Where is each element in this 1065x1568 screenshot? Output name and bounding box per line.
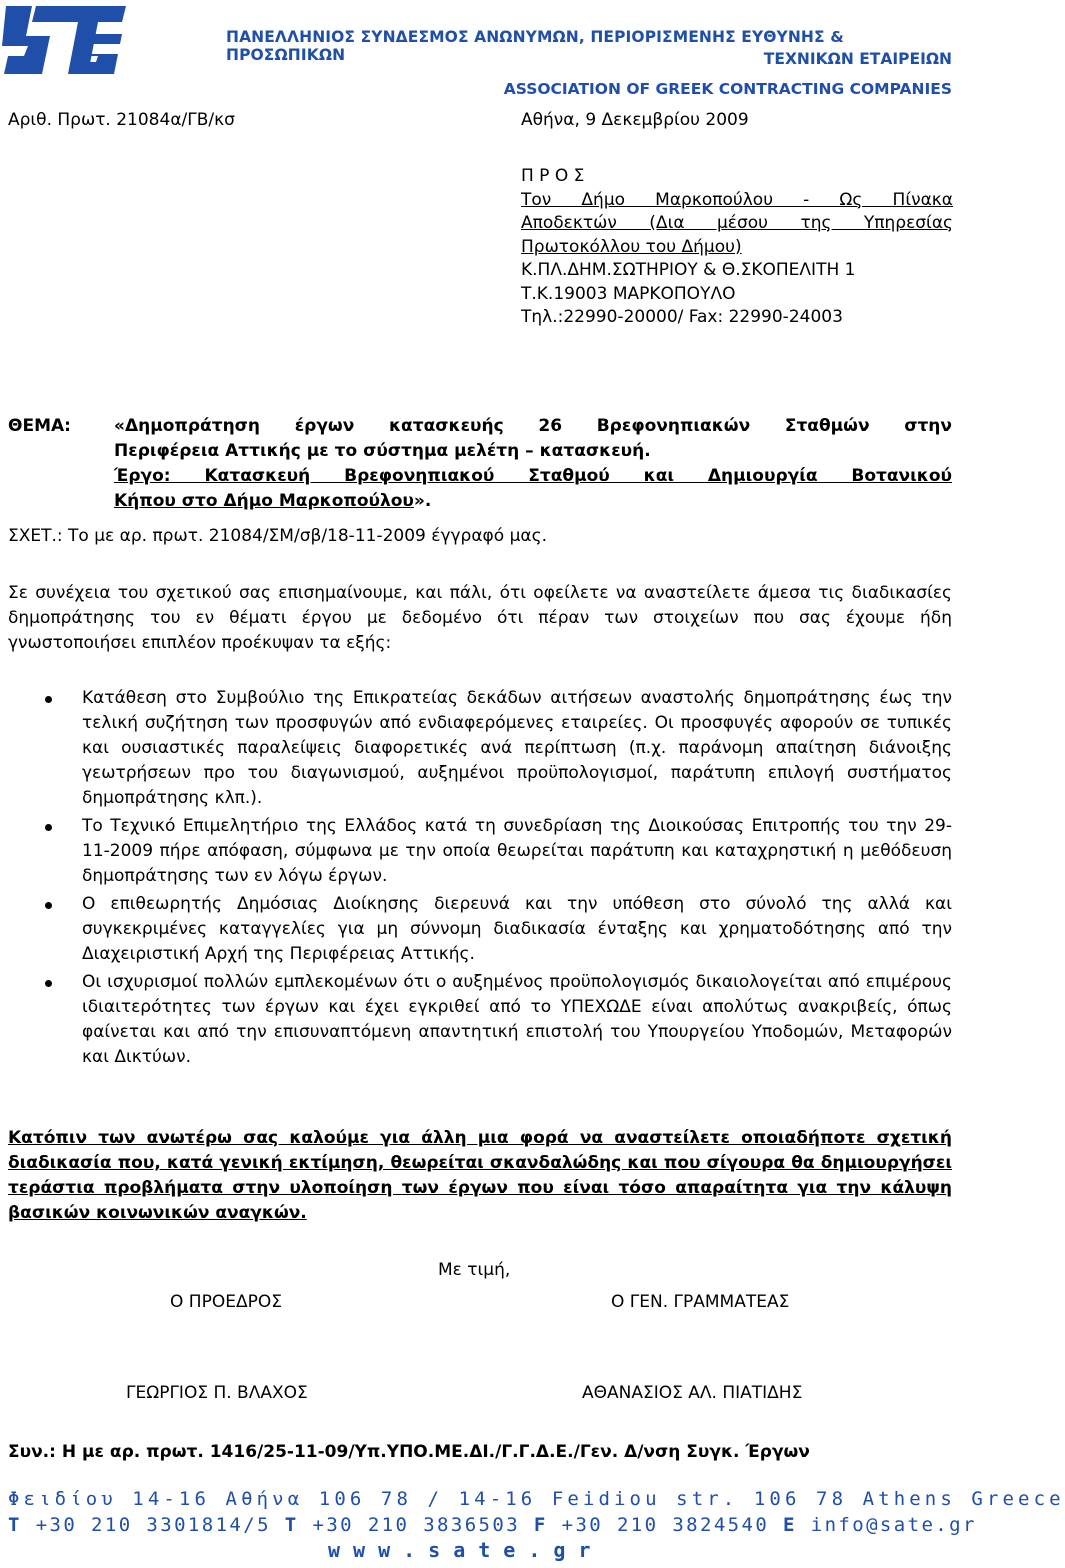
- subject-block: [8, 414, 952, 514]
- recipient-line: Αποδεκτών (Δια μέσου της Υπηρεσίας: [521, 213, 953, 233]
- fax-number: +30 210 3824540: [561, 1514, 770, 1536]
- bullet-list: [8, 686, 952, 1073]
- president-title: Ο ΠΡΟΕΔΡΟΣ: [170, 1292, 282, 1312]
- phone-label: T: [284, 1514, 299, 1536]
- subject-line: «Δημοπράτηση έργων κατασκευής 26 Βρεφονηπιακών Σταθμών στην: [114, 416, 952, 436]
- bullet-icon: [45, 824, 52, 831]
- intro-paragraph: Σε συνέχεια του σχετικού σας επισημαίνουμε, και πάλι, ότι οφείλετε να αναστείλετε άμεσα τις διαδικασίες δημοπράτησης του εν θέματι έργου με δεδομένο ότι πέραν των στοιχείων που σας έχουμε ήδη γνωστοποιήσει επιπλέον προέκυψαν τα εξής:: [8, 583, 952, 653]
- secretary-name: ΑΘΑΝΑΣΙΟΣ ΑΛ. ΠΙΑΤΙΔΗΣ: [582, 1383, 803, 1403]
- phone-label: T: [8, 1514, 22, 1536]
- list-item: [8, 814, 952, 889]
- org-name-english: ASSOCIATION OF GREEK CONTRACTING COMPANIES: [503, 80, 952, 98]
- secretary-title: Ο ΓΕΝ. ΓΡΑΜΜΑΤΕΑΣ: [611, 1292, 790, 1312]
- footer-contacts: [8, 1514, 977, 1536]
- email-link[interactable]: info@sate.gr: [810, 1514, 977, 1536]
- recipient-address: Κ.ΠΛ.ΔΗΜ.ΣΩΤΗΡΙΟΥ & Θ.ΣΚΟΠΕΛΙΤΗ 1: [521, 260, 856, 280]
- recipient-postcode: Τ.Κ.19003 ΜΑΡΚΟΠΟΥΛΟ: [521, 283, 736, 304]
- phone-2: +30 210 3836503: [312, 1514, 521, 1536]
- reference-line: ΣΧΕΤ.: Το με αρ. πρωτ. 21084/ΣΜ/σβ/18-11-2009 έγγραφό μας.: [8, 526, 547, 546]
- org-name-greek: ΠΑΝΕΛΛΗΝΙΟΣ ΣΥΝΔΕΣΜΟΣ ΑΝΩΝΥΜΩΝ, ΠΕΡΙΟΡΙΣΜΕΝΗΣ ΕΥΘΥΝΗΣ & ΠΡΟΣΩΠΙΚΩΝ: [226, 28, 844, 64]
- list-item-text: Το Τεχνικό Επιμελητήριο της Ελλάδος κατά τη συνεδρίαση της Διοικούσας Επιτροπής του την 29-11-2009 πήρε απόφαση, σύμφωνα με την οποία θεωρείται παράτυπη και καταχρηστική η μεθόδευση δημοπράτησης των εν λόγω έργων.: [82, 816, 952, 886]
- subject-line: Περιφέρεια Αττικής με το σύστημα μελέτη – κατασκευή.: [114, 441, 651, 461]
- subject-project-line-2: [114, 489, 952, 514]
- bullet-icon: [45, 980, 52, 987]
- protocol-number: Αριθ. Πρωτ. 21084α/ΓΒ/κσ: [8, 110, 235, 130]
- attachment-note: Συν.: Η με αρ. πρωτ. 1416/25-11-09/Υπ.ΥΠΟ.ΜΕ.ΔΙ./Γ.Γ.Δ.Ε./Γεν. Δ/νση Συγκ. Έργων: [8, 1442, 810, 1462]
- subject-project-line: Έργο: Κατασκευή Βρεφονηπιακού Σταθμού και Δημιουργία Βοτανικού: [114, 466, 952, 486]
- recipient-line: Πρωτοκόλλου του Δήμου): [521, 236, 742, 257]
- bullet-icon: [45, 696, 52, 703]
- letter-date: Αθήνα, 9 Δεκεμβρίου 2009: [521, 110, 749, 130]
- list-item-text: Οι ισχυρισμοί πολλών εμπλεκομένων ότι ο αυξημένος προϋπολογισμός δικαιολογείται από επιμέρους ιδιαιτερότητες των έργων και έχει εγκριθεί από το ΥΠΕΧΩΔΕ είναι απολύτως ανακριβείς, όπως φαίνεται και από την επισυναπτόμενη απαντητική επιστολή του Υπουργείου Υποδομών, Μεταφορών και Δικτύων.: [82, 972, 952, 1067]
- president-name: ΓΕΩΡΓΙΟΣ Π. ΒΛΑΧΟΣ: [126, 1383, 308, 1403]
- greeting: Με τιμή,: [438, 1260, 511, 1280]
- website-link[interactable]: www.sate.gr: [328, 1538, 604, 1562]
- phone-1: +30 210 3301814/5: [35, 1514, 271, 1536]
- fax-label: F: [533, 1514, 548, 1536]
- recipient-block: [521, 165, 953, 330]
- subject-quote-close: ».: [413, 491, 432, 511]
- footer-address: Φειδίου 14-16 Αθήνα 106 78 / 14-16 Feidiou str. 106 78 Athens Greece: [8, 1488, 1065, 1510]
- list-item-text: Κατάθεση στο Συμβούλιο της Επικρατείας δεκάδων αιτήσεων αναστολής δημοπράτησης έως την τελική συζήτηση των προσφυγών από ενδιαφερόμενες εταιρείες. Οι προσφυγές αφορούν σε τυπικές και ουσιαστικές παραλείψεις διαφορετικές ανά περίπτωση (π.χ. παράνομη απαίτηση διάνοιξης γεωτρήσεων προ του διαγωνισμού, αυξημένοι προϋπολογισμοί, παράτυπη επιλογή συστήματος δημοπράτησης κλπ.).: [82, 688, 952, 808]
- sate-logo: [2, 2, 128, 74]
- recipient-line: Τον Δήμο Μαρκοπούλου - Ως Πίνακα: [521, 189, 953, 210]
- subject-project-text: Κήπου στο Δήμο Μαρκοπούλου: [114, 491, 414, 511]
- email-label: E: [783, 1514, 797, 1536]
- subject-label: ΘΕΜΑ:: [8, 416, 71, 436]
- closing-paragraph: Κατόπιν των ανωτέρω σας καλούμε για άλλη μια φορά να αναστείλετε οποιαδήποτε σχετική διαδικασία που, κατά γενική εκτίμηση, θεωρείται σκανδαλώδης και που σίγουρα θα δημιουργήσει τεράστια προβλήματα στην υλοποίηση των έργων που είναι τόσο απαραίτητα για την κάλυψη βασικών κοινωνικών αναγκών.: [8, 1128, 952, 1223]
- recipient-label: Π Ρ Ο Σ: [521, 166, 585, 186]
- list-item-text: Ο επιθεωρητής Δημόσιας Διοίκησης διερευνά και την υπόθεση στο σύνολό της αλλά και συγκεκριμένες καταγγελίες για μη σύννομη διαδικασία ένταξης και χρηματοδότησης από την Διαχειριστική Αρχή της Περιφέρειας Αττικής.: [82, 894, 952, 964]
- bullet-icon: [45, 902, 52, 909]
- org-name-greek-line2: ΤΕΧΝΙΚΩΝ ΕΤΑΙΡΕΙΩΝ: [763, 50, 952, 68]
- list-item: [8, 970, 952, 1070]
- list-item: [8, 686, 952, 811]
- recipient-phone: Τηλ.:22990-20000/ Fax: 22990-24003: [521, 307, 843, 327]
- list-item: [8, 892, 952, 967]
